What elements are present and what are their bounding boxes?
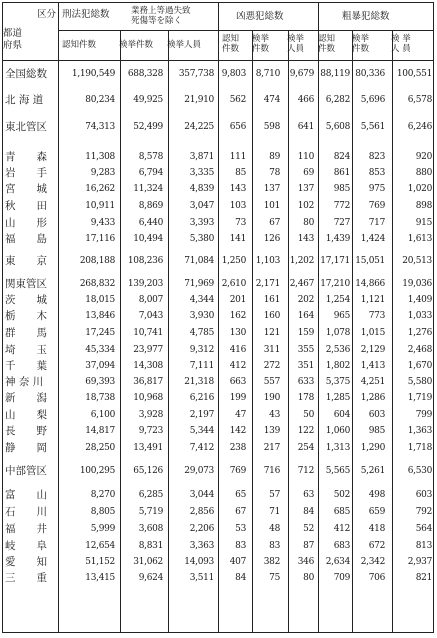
table-cell: 4,785 bbox=[189, 328, 214, 338]
table-cell: 67 bbox=[235, 507, 246, 517]
table-cell: 3,928 bbox=[138, 410, 163, 420]
table-cell: 8,831 bbox=[138, 541, 163, 551]
table-cell: 101 bbox=[263, 201, 280, 211]
table-cell: 2,129 bbox=[360, 345, 385, 355]
table-cell: 1,254 bbox=[325, 295, 350, 305]
table-cell: 9,433 bbox=[90, 218, 115, 228]
table-cell: 20,513 bbox=[402, 256, 432, 266]
table-cell: 683 bbox=[333, 541, 350, 551]
prefecture-name: 千 葉 bbox=[5, 360, 47, 372]
prefecture-name: 青 森 bbox=[5, 151, 47, 163]
table-cell: 164 bbox=[297, 311, 314, 321]
table-cell: 4,839 bbox=[189, 184, 214, 194]
table-cell: 663 bbox=[229, 377, 246, 387]
prefecture-name: 秋 田 bbox=[5, 200, 47, 212]
table-cell: 357,738 bbox=[178, 69, 214, 79]
table-cell: 985 bbox=[368, 426, 385, 436]
table-cell: 641 bbox=[297, 122, 314, 132]
table-cell: 1,670 bbox=[407, 361, 432, 371]
table-cell: 2,856 bbox=[189, 507, 214, 517]
table-cell: 36,817 bbox=[133, 377, 163, 387]
table-cell: 2,610 bbox=[221, 279, 246, 289]
table-cell: 9,803 bbox=[221, 69, 246, 79]
column-subheader: 認知 件数 bbox=[318, 34, 336, 54]
table-cell: 17,116 bbox=[85, 234, 115, 244]
table-cell: 89 bbox=[269, 152, 280, 162]
table-cell: 418 bbox=[368, 524, 385, 534]
table-cell: 14,093 bbox=[184, 557, 214, 567]
table-cell: 52,499 bbox=[133, 122, 163, 132]
table-cell: 8,869 bbox=[138, 201, 163, 211]
table-cell: 1,613 bbox=[407, 234, 432, 244]
table-cell: 346 bbox=[297, 557, 314, 567]
prefecture-name: 富 山 bbox=[5, 489, 47, 501]
table-cell: 915 bbox=[415, 218, 432, 228]
table-cell: 2,536 bbox=[325, 345, 350, 355]
table-cell: 202 bbox=[297, 295, 314, 305]
table-cell: 143 bbox=[229, 184, 246, 194]
prefecture-name: 新 潟 bbox=[5, 392, 47, 404]
table-cell: 47 bbox=[235, 410, 246, 420]
table-cell: 141 bbox=[229, 234, 246, 244]
table-cell: 1,802 bbox=[325, 361, 350, 371]
prefecture-name: 愛 知 bbox=[5, 556, 47, 568]
table-cell: 126 bbox=[263, 234, 280, 244]
table-cell: 598 bbox=[263, 122, 280, 132]
table-cell: 1,276 bbox=[407, 328, 432, 338]
table-cell: 773 bbox=[368, 311, 385, 321]
table-cell: 65,126 bbox=[133, 466, 163, 476]
table-cell: 772 bbox=[333, 201, 350, 211]
table-cell: 3,608 bbox=[138, 524, 163, 534]
table-cell: 15,051 bbox=[355, 256, 385, 266]
table-cell: 1,020 bbox=[407, 184, 432, 194]
table-cell: 6,578 bbox=[407, 95, 432, 105]
table-cell: 474 bbox=[263, 95, 280, 105]
table-cell: 87 bbox=[303, 541, 314, 551]
table-cell: 6,285 bbox=[138, 490, 163, 500]
rule-subheader-top bbox=[58, 30, 434, 31]
table-cell: 1,290 bbox=[360, 443, 385, 453]
table-cell: 1,250 bbox=[221, 256, 246, 266]
table-cell: 142 bbox=[229, 426, 246, 436]
table-cell: 137 bbox=[297, 184, 314, 194]
table-cell: 13,846 bbox=[85, 311, 115, 321]
table-cell: 80,234 bbox=[85, 95, 115, 105]
table-cell: 727 bbox=[333, 218, 350, 228]
prefecture-name: 石 川 bbox=[5, 506, 47, 518]
table-cell: 965 bbox=[333, 311, 350, 321]
table-cell: 268,832 bbox=[79, 279, 115, 289]
table-cell: 8,007 bbox=[138, 295, 163, 305]
table-cell: 10,911 bbox=[85, 201, 115, 211]
table-cell: 80,336 bbox=[355, 69, 385, 79]
table-cell: 824 bbox=[333, 152, 350, 162]
table-cell: 1,363 bbox=[407, 426, 432, 436]
table-cell: 656 bbox=[229, 122, 246, 132]
table-cell: 48 bbox=[269, 524, 280, 534]
table-cell: 412 bbox=[229, 361, 246, 371]
table-cell: 17,210 bbox=[320, 279, 350, 289]
table-cell: 821 bbox=[415, 573, 432, 583]
prefecture-name: 山 梨 bbox=[5, 409, 47, 421]
table-cell: 898 bbox=[415, 201, 432, 211]
prefecture-name: 栃 木 bbox=[5, 310, 47, 322]
table-cell: 975 bbox=[368, 184, 385, 194]
table-cell: 74,313 bbox=[85, 122, 115, 132]
table-cell: 178 bbox=[297, 393, 314, 403]
table-cell: 190 bbox=[263, 393, 280, 403]
table-cell: 100,295 bbox=[79, 466, 115, 476]
table-cell: 51,152 bbox=[85, 557, 115, 567]
table-cell: 498 bbox=[368, 490, 385, 500]
table-cell: 3,393 bbox=[189, 218, 214, 228]
table-cell: 17,245 bbox=[85, 328, 115, 338]
prefecture-name: 福 井 bbox=[5, 523, 47, 535]
table-cell: 1,719 bbox=[407, 393, 432, 403]
table-cell: 3,871 bbox=[189, 152, 214, 162]
table-cell: 1,439 bbox=[325, 234, 350, 244]
table-cell: 6,246 bbox=[407, 122, 432, 132]
table-cell: 21,910 bbox=[184, 95, 214, 105]
table-cell: 3,335 bbox=[189, 168, 214, 178]
prefecture-name: 福 島 bbox=[5, 233, 47, 245]
table-cell: 71,969 bbox=[184, 279, 214, 289]
table-cell: 161 bbox=[263, 295, 280, 305]
table-cell: 14,817 bbox=[85, 426, 115, 436]
table-cell: 103 bbox=[229, 201, 246, 211]
table-cell: 69,393 bbox=[85, 377, 115, 387]
table-cell: 1,718 bbox=[407, 443, 432, 453]
table-cell: 799 bbox=[415, 410, 432, 420]
table-cell: 2,937 bbox=[407, 557, 432, 567]
table-cell: 57 bbox=[269, 490, 280, 500]
table-cell: 416 bbox=[229, 345, 246, 355]
table-cell: 67 bbox=[269, 218, 280, 228]
table-cell: 10,741 bbox=[133, 328, 163, 338]
table-cell: 3,930 bbox=[189, 311, 214, 321]
table-cell: 84 bbox=[235, 573, 246, 583]
table-cell: 29,073 bbox=[184, 466, 214, 476]
table-cell: 716 bbox=[263, 466, 280, 476]
table-cell: 604 bbox=[333, 410, 350, 420]
table-cell: 685 bbox=[333, 507, 350, 517]
table-cell: 23,977 bbox=[133, 345, 163, 355]
group-header-excluding-negligence: 業務上等過失致 死傷等を除く bbox=[131, 6, 191, 26]
table-cell: 709 bbox=[333, 573, 350, 583]
table-cell: 108,236 bbox=[127, 256, 163, 266]
table-cell: 19,036 bbox=[402, 279, 432, 289]
table-cell: 11,324 bbox=[133, 184, 163, 194]
table-cell: 28,250 bbox=[85, 443, 115, 453]
table-cell: 1,190,549 bbox=[71, 69, 115, 79]
table-cell: 823 bbox=[368, 152, 385, 162]
table-cell: 3,044 bbox=[189, 490, 214, 500]
table-cell: 8,578 bbox=[138, 152, 163, 162]
prefecture-name: 埼 玉 bbox=[5, 344, 47, 356]
table-cell: 5,565 bbox=[325, 466, 350, 476]
column-subheader: 検挙 件数 bbox=[352, 34, 370, 54]
table-cell: 8,270 bbox=[90, 490, 115, 500]
table-cell: 6,530 bbox=[407, 466, 432, 476]
table-cell: 11,308 bbox=[85, 152, 115, 162]
column-subheader: 検挙人員 bbox=[167, 40, 202, 50]
table-cell: 53 bbox=[235, 524, 246, 534]
table-cell: 769 bbox=[229, 466, 246, 476]
table-cell: 412 bbox=[333, 524, 350, 534]
table-cell: 1,060 bbox=[325, 426, 350, 436]
table-cell: 311 bbox=[263, 345, 280, 355]
table-cell: 21,318 bbox=[184, 377, 214, 387]
table-cell: 12,654 bbox=[85, 541, 115, 551]
table-cell: 73 bbox=[235, 218, 246, 228]
table-cell: 24,225 bbox=[184, 122, 214, 132]
table-cell: 143 bbox=[297, 234, 314, 244]
table-cell: 13,415 bbox=[85, 573, 115, 583]
table-cell: 160 bbox=[263, 311, 280, 321]
table-cell: 706 bbox=[368, 573, 385, 583]
table-cell: 52 bbox=[303, 524, 314, 534]
table-cell: 1,015 bbox=[360, 328, 385, 338]
table-cell: 75 bbox=[269, 573, 280, 583]
table-cell: 2,342 bbox=[360, 557, 385, 567]
table-cell: 355 bbox=[297, 345, 314, 355]
table-cell: 557 bbox=[263, 377, 280, 387]
table-cell: 5,261 bbox=[360, 466, 385, 476]
table-cell: 1,409 bbox=[407, 295, 432, 305]
rule-right bbox=[433, 2, 434, 633]
table-cell: 121 bbox=[263, 328, 280, 338]
table-cell: 3,363 bbox=[189, 541, 214, 551]
table-cell: 37,094 bbox=[85, 361, 115, 371]
table-cell: 110 bbox=[297, 152, 314, 162]
table-cell: 351 bbox=[297, 361, 314, 371]
table-cell: 1,313 bbox=[325, 443, 350, 453]
table-cell: 6,100 bbox=[90, 410, 115, 420]
table-cell: 2,468 bbox=[407, 345, 432, 355]
table-cell: 2,171 bbox=[255, 279, 280, 289]
table-cell: 2,206 bbox=[189, 524, 214, 534]
table-cell: 80 bbox=[303, 218, 314, 228]
table-cell: 78 bbox=[269, 168, 280, 178]
prefecture-name: 東北管区 bbox=[5, 121, 47, 133]
table-cell: 853 bbox=[368, 168, 385, 178]
table-cell: 6,794 bbox=[138, 168, 163, 178]
table-cell: 1,121 bbox=[360, 295, 385, 305]
table-cell: 502 bbox=[333, 490, 350, 500]
table-cell: 603 bbox=[415, 490, 432, 500]
table-cell: 199 bbox=[229, 393, 246, 403]
rule-left bbox=[2, 2, 3, 633]
table-cell: 88,119 bbox=[320, 69, 350, 79]
table-cell: 1,103 bbox=[255, 256, 280, 266]
prefecture-name: 静 岡 bbox=[5, 442, 47, 454]
table-cell: 139 bbox=[263, 426, 280, 436]
table-cell: 7,111 bbox=[189, 361, 214, 371]
table-cell: 9,679 bbox=[289, 69, 314, 79]
table-cell: 122 bbox=[297, 426, 314, 436]
table-cell: 672 bbox=[368, 541, 385, 551]
prefecture-name: 山 形 bbox=[5, 217, 47, 229]
table-cell: 102 bbox=[297, 201, 314, 211]
table-cell: 130 bbox=[229, 328, 246, 338]
table-cell: 65 bbox=[235, 490, 246, 500]
table-cell: 717 bbox=[368, 218, 385, 228]
table-cell: 5,380 bbox=[189, 234, 214, 244]
table-cell: 14,308 bbox=[133, 361, 163, 371]
table-cell: 5,608 bbox=[325, 122, 350, 132]
column-subheader: 認知 件数 bbox=[222, 34, 240, 54]
table-cell: 43 bbox=[269, 410, 280, 420]
table-cell: 2,467 bbox=[289, 279, 314, 289]
table-cell: 16,262 bbox=[85, 184, 115, 194]
table-cell: 5,375 bbox=[325, 377, 350, 387]
table-cell: 18,015 bbox=[85, 295, 115, 305]
table-cell: 71 bbox=[269, 507, 280, 517]
group-header-heinous-crimes: 凶悪犯総数 bbox=[236, 11, 284, 22]
table-cell: 8,710 bbox=[255, 69, 280, 79]
table-cell: 407 bbox=[229, 557, 246, 567]
table-cell: 18,738 bbox=[85, 393, 115, 403]
table-cell: 63 bbox=[303, 490, 314, 500]
column-subheader: 認知件数 bbox=[62, 40, 97, 50]
table-cell: 382 bbox=[263, 557, 280, 567]
table-cell: 84 bbox=[303, 507, 314, 517]
table-cell: 2,197 bbox=[189, 410, 214, 420]
table-cell: 5,561 bbox=[360, 122, 385, 132]
table-cell: 83 bbox=[235, 541, 246, 551]
table-cell: 9,624 bbox=[138, 573, 163, 583]
table-cell: 272 bbox=[263, 361, 280, 371]
table-cell: 1,202 bbox=[289, 256, 314, 266]
column-subheader: 検挙 件数 bbox=[252, 34, 270, 54]
table-cell: 13,491 bbox=[133, 443, 163, 453]
table-cell: 8,805 bbox=[90, 507, 115, 517]
table-cell: 10,968 bbox=[133, 393, 163, 403]
prefecture-name: 宮 城 bbox=[5, 183, 47, 195]
prefecture-name: 神 奈 川 bbox=[5, 376, 44, 388]
table-cell: 5,719 bbox=[138, 507, 163, 517]
prefecture-name: 東 京 bbox=[5, 255, 47, 267]
table-cell: 14,866 bbox=[355, 279, 385, 289]
table-cell: 2,634 bbox=[325, 557, 350, 567]
prefecture-name: 三 重 bbox=[5, 572, 47, 584]
table-cell: 688,328 bbox=[127, 69, 163, 79]
table-cell: 7,043 bbox=[138, 311, 163, 321]
table-cell: 4,344 bbox=[189, 295, 214, 305]
table-cell: 6,216 bbox=[189, 393, 214, 403]
table-cell: 9,283 bbox=[90, 168, 115, 178]
table-cell: 139,203 bbox=[127, 279, 163, 289]
table-cell: 1,286 bbox=[360, 393, 385, 403]
table-cell: 985 bbox=[333, 184, 350, 194]
table-cell: 880 bbox=[415, 168, 432, 178]
table-cell: 861 bbox=[333, 168, 350, 178]
corner-label-prefecture: 都道 府県 bbox=[3, 28, 23, 51]
table-cell: 603 bbox=[368, 410, 385, 420]
table-cell: 208,188 bbox=[79, 256, 115, 266]
table-cell: 9,723 bbox=[138, 426, 163, 436]
prefecture-name: 茨 城 bbox=[5, 294, 47, 306]
table-cell: 31,062 bbox=[133, 557, 163, 567]
column-subheader: 検 挙 人 員 bbox=[391, 34, 411, 54]
table-cell: 633 bbox=[297, 377, 314, 387]
table-cell: 10,494 bbox=[133, 234, 163, 244]
table-cell: 137 bbox=[263, 184, 280, 194]
table-cell: 201 bbox=[229, 295, 246, 305]
prefecture-name: 中部管区 bbox=[5, 465, 47, 477]
group-header-violent-crimes: 粗暴犯総数 bbox=[342, 11, 390, 22]
column-subheader: 検挙 人員 bbox=[287, 34, 305, 54]
table-cell: 792 bbox=[415, 507, 432, 517]
table-cell: 1,078 bbox=[325, 328, 350, 338]
group-header-total-crimes: 刑法犯総数 bbox=[62, 9, 110, 20]
table-cell: 3,511 bbox=[189, 573, 214, 583]
column-subheader: 検挙件数 bbox=[119, 40, 154, 50]
table-cell: 217 bbox=[263, 443, 280, 453]
table-cell: 238 bbox=[229, 443, 246, 453]
table-cell: 5,696 bbox=[360, 95, 385, 105]
table-cell: 111 bbox=[229, 152, 246, 162]
table-cell: 1,413 bbox=[360, 361, 385, 371]
table-cell: 1,285 bbox=[325, 393, 350, 403]
table-cell: 85 bbox=[235, 168, 246, 178]
table-cell: 83 bbox=[269, 541, 280, 551]
table-cell: 80 bbox=[303, 573, 314, 583]
table-cell: 3,047 bbox=[189, 201, 214, 211]
table-cell: 564 bbox=[415, 524, 432, 534]
table-cell: 769 bbox=[368, 201, 385, 211]
prefecture-name: 関東管区 bbox=[5, 278, 47, 290]
table-cell: 45,334 bbox=[85, 345, 115, 355]
table-cell: 712 bbox=[297, 466, 314, 476]
table-cell: 9,312 bbox=[189, 345, 214, 355]
table-cell: 254 bbox=[297, 443, 314, 453]
table-cell: 5,999 bbox=[90, 524, 115, 534]
corner-label-category: 区分 bbox=[37, 9, 57, 20]
table-cell: 6,282 bbox=[325, 95, 350, 105]
prefecture-name: 北 海 道 bbox=[5, 94, 44, 106]
table-cell: 6,440 bbox=[138, 218, 163, 228]
table-cell: 5,580 bbox=[407, 377, 432, 387]
table-cell: 4,251 bbox=[360, 377, 385, 387]
table-cell: 50 bbox=[303, 410, 314, 420]
table-cell: 159 bbox=[297, 328, 314, 338]
table-cell: 562 bbox=[229, 95, 246, 105]
prefecture-name: 長 野 bbox=[5, 425, 47, 437]
table-cell: 466 bbox=[297, 95, 314, 105]
table-cell: 1,033 bbox=[407, 311, 432, 321]
rule-col-0 bbox=[58, 2, 59, 633]
table-cell: 5,344 bbox=[189, 426, 214, 436]
table-cell: 659 bbox=[368, 507, 385, 517]
table-cell: 1,424 bbox=[360, 234, 385, 244]
table-cell: 69 bbox=[303, 168, 314, 178]
prefecture-name: 群 馬 bbox=[5, 327, 47, 339]
table-cell: 17,171 bbox=[320, 256, 350, 266]
table-cell: 100,551 bbox=[396, 69, 432, 79]
table-cell: 162 bbox=[229, 311, 246, 321]
table-cell: 7,412 bbox=[189, 443, 214, 453]
table-cell: 813 bbox=[415, 541, 432, 551]
table-cell: 920 bbox=[415, 152, 432, 162]
prefecture-name: 岐 阜 bbox=[5, 540, 47, 552]
table-cell: 71,084 bbox=[184, 256, 214, 266]
table-cell: 49,925 bbox=[133, 95, 163, 105]
prefecture-name: 岩 手 bbox=[5, 167, 47, 179]
prefecture-name: 全国総数 bbox=[5, 68, 47, 80]
